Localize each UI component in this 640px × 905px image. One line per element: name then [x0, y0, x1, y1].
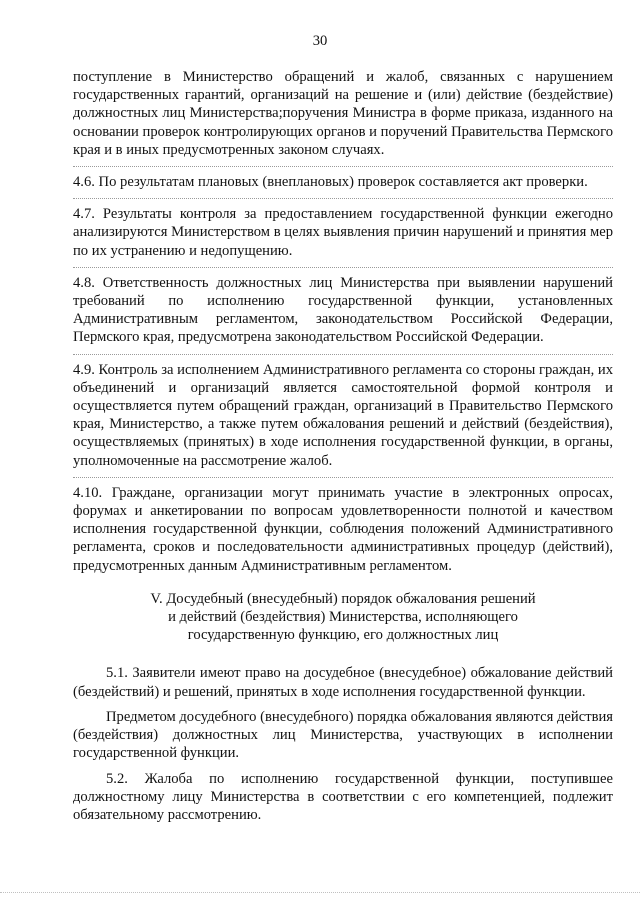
- section-heading-line: государственную функцию, его должностных лиц: [187, 627, 499, 644]
- paragraph-divider: [73, 267, 613, 268]
- paragraph-divider: [73, 166, 613, 167]
- paragraph-appeal-subject: Предметом досудебного (внесудебного) порядка обжалования являются действия (бездействия) должностных лиц Министерства, участвующих в исполнении государственной функции.: [73, 708, 613, 762]
- page-content: [73, 68, 613, 824]
- paragraph-5-2: 5.2. Жалоба по исполнению государственной функции, поступившее должностному лицу Министерства в соответствии с его компетенцией, подлежит обязательному рассмотрению.: [73, 770, 613, 823]
- paragraph-intro: поступление в Министерство обращений и жалоб, связанных с нарушением государственных гарантий, организаций на решение и (или) действие (бездействие) должностных лиц Министерства;поручения Министра в форме приказа, изданного на основании проверок контролирующих органов и поручений Правительства Пермского края и в иных предусмотренных законом случаях.: [73, 69, 613, 158]
- paragraph-4-6: 4.6. По результатам плановых (внеплановых) проверок составляется акт проверки.: [73, 174, 588, 191]
- paragraph-divider: [73, 354, 613, 355]
- paragraph-divider: [73, 198, 613, 199]
- paragraph-4-9: 4.9. Контроль за исполнением Административного регламента со стороны граждан, их объединений и организаций является самостоятельной формой контроля и осуществляется путем обращений граждан, организаций в Правительство Пермского края, Министерство, а также путем обжалования решений и действий (бездействия), осуществляемых (принятых) в ходе исполнения государственной функции, в органы, уполномоченные на рассмотрение жалоб.: [73, 361, 613, 469]
- paragraph-5-1: 5.1. Заявители имеют право на досудебное (внесудебное) обжалование действий (бездействий) и решений, принятых в ходе исполнения государственной функции.: [73, 665, 613, 700]
- paragraph-4-8: 4.8. Ответственность должностных лиц Министерства при выявлении нарушений требований по исполнению государственной функции, установленных Административным регламентом, законодательством Российской Федерации, Пермского края, предусмотрена законодательством Российской Федерации.: [73, 274, 613, 346]
- page-bottom-edge: [0, 892, 640, 893]
- paragraph-divider: [73, 477, 613, 478]
- section-heading-line: V. Досудебный (внесудебный) порядок обжалования решений: [150, 590, 536, 607]
- section-heading-line: и действий (бездействия) Министерства, исполняющего: [168, 609, 518, 626]
- page-number: 30: [312, 33, 328, 49]
- section-heading: [73, 590, 613, 645]
- paragraph-4-7: 4.7. Результаты контроля за предоставлением государственной функции ежегодно анализируются Министерством в целях выявления причин нарушений и принятия мер по их устранению и недопущению.: [73, 206, 613, 259]
- paragraph-4-10: 4.10. Граждане, организации могут принимать участие в электронных опросах, форумах и анкетировании по вопросам удовлетворенности полнотой и качеством исполнения государственной функции, соблюдения положений Административного регламента, сроков и последовательности административных процедур (действий), предусмотренных данным Административным регламентом.: [73, 484, 613, 574]
